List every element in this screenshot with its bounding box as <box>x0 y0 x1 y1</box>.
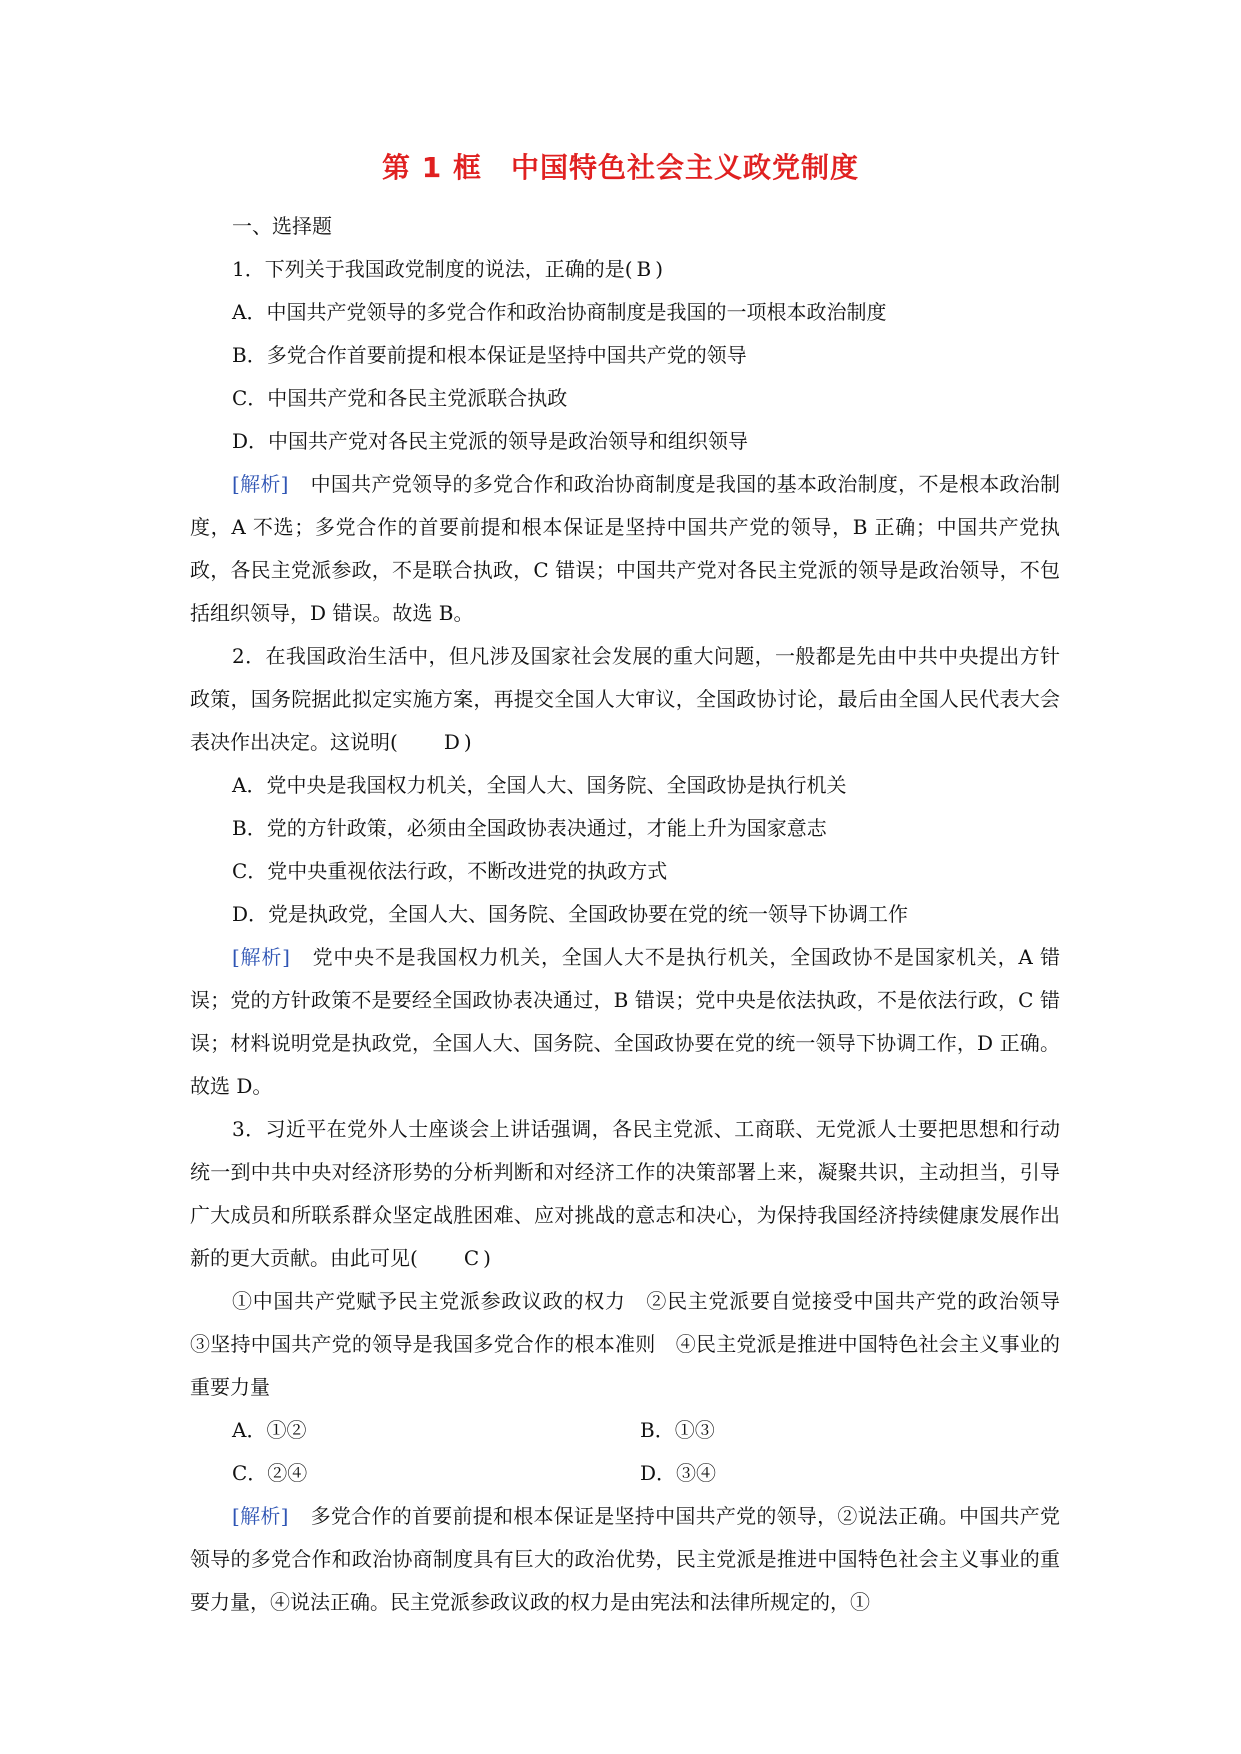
analysis-label: [解析] <box>232 472 289 496</box>
question-2-option-d: D．党是执政党，全国人大、国务院、全国政协要在党的统一领导下协调工作 <box>232 902 909 926</box>
question-1-option-d: D．中国共产党对各民主党派的领导是政治领导和组织领导 <box>232 429 749 453</box>
question-2-answer: D <box>443 730 460 754</box>
section-heading: 一、选择题 <box>232 214 332 238</box>
question-2-analysis-text: 党中央不是我国权力机关，全国人大不是执行机关，全国政协不是国家机关，A 错误；党的方针政策不是要经全国政协表决通过，B 错误；党中央是依法执政，不是依法行政，C 错误；材料说明党是执政党，全国人大、国务院、全国政协要在党的统一领导下协调工作，D 正确。故选 D。 <box>190 945 1060 1098</box>
question-1-option-c: C．中国共产党和各民主党派联合执政 <box>232 386 568 410</box>
question-3-paren-close: ) <box>483 1246 491 1270</box>
document-body <box>190 205 1080 1624</box>
question-3-options-row-2 <box>190 1452 1060 1495</box>
question-3-option-b: B．①③ <box>640 1418 715 1442</box>
question-2-paren-close: ) <box>463 730 472 754</box>
page-title: 第 1 框 中国特色社会主义政党制度 <box>382 151 859 184</box>
question-3-analysis <box>190 1495 1060 1624</box>
question-3-answer: C <box>463 1246 480 1270</box>
question-1-option-b: B．多党合作首要前提和根本保证是坚持中国共产党的领导 <box>232 343 747 367</box>
question-2-option-b: B．党的方针政策，必须由全国政协表决通过，才能上升为国家意志 <box>232 816 827 840</box>
question-3-option-c: C．②④ <box>232 1461 308 1485</box>
question-3-stem <box>190 1108 1060 1280</box>
question-1-option-a: A．中国共产党领导的多党合作和政治协商制度是我国的一项根本政治制度 <box>232 300 887 324</box>
question-1-stem <box>190 248 1060 291</box>
question-1-text: 1．下列关于我国政党制度的说法，正确的是( <box>232 257 633 281</box>
question-1-analysis <box>190 463 1060 635</box>
question-3-analysis-text: 多党合作的首要前提和根本保证是坚持中国共产党的领导，②说法正确。中国共产党领导的多党合作和政治协商制度具有巨大的政治优势，民主党派是推进中国特色社会主义事业的重要力量，④说法正确。民主党派参政议政的权力是由宪法和法律所规定的，① <box>190 1504 1061 1614</box>
question-3-statements: ①中国共产党赋予民主党派参政议政的权力 ②民主党派要自觉接受中国共产党的政治领导 ③坚持中国共产党的领导是我国多党合作的根本准则 ④民主党派是推进中国特色社会主义事业的重要力量 <box>190 1289 1080 1399</box>
question-3-options-row-1 <box>190 1409 1060 1452</box>
question-1-analysis-text: 中国共产党领导的多党合作和政治协商制度是我国的基本政治制度，不是根本政治制度，A 不选；多党合作的首要前提和根本保证是坚持中国共产党的领导，B 正确；中国共产党执政，各民主党派参政，不是联合执政，C 错误；中国共产党对各民主党派的领导是政治领导，不包括组织领导，D 错误。故选 B。 <box>190 472 1061 625</box>
question-3-text: 3．习近平在党外人士座谈会上讲话强调，各民主党派、工商联、无党派人士要把思想和行动统一到中共中央对经济形势的分析判断和对经济工作的决策部署上来，凝聚共识，主动担当，引导广大成员和所联系群众坚定战胜困难、应对挑战的意志和决心，为保持我国经济持续健康发展作出新的更大贡献。由此可见( <box>190 1117 1060 1270</box>
question-1-answer: B <box>636 257 652 281</box>
analysis-label: [解析] <box>232 945 290 969</box>
analysis-label: [解析] <box>232 1504 289 1528</box>
question-1-paren-close: ) <box>655 257 664 281</box>
question-2-option-c: C．党中央重视依法行政，不断改进党的执政方式 <box>232 859 668 883</box>
question-2-option-a: A．党中央是我国权力机关，全国人大、国务院、全国政协是执行机关 <box>232 773 847 797</box>
question-3-option-d: D．③④ <box>640 1461 717 1485</box>
question-3-option-a: A．①② <box>232 1418 307 1442</box>
question-2-stem <box>190 635 1060 764</box>
question-2-text: 2．在我国政治生活中，但凡涉及国家社会发展的重大问题，一般都是先由中共中央提出方针政策，国务院据此拟定实施方案，再提交全国人大审议，全国政协讨论，最后由全国人民代表大会表决作出决定。这说明( <box>190 644 1060 754</box>
question-2-analysis <box>190 936 1060 1108</box>
